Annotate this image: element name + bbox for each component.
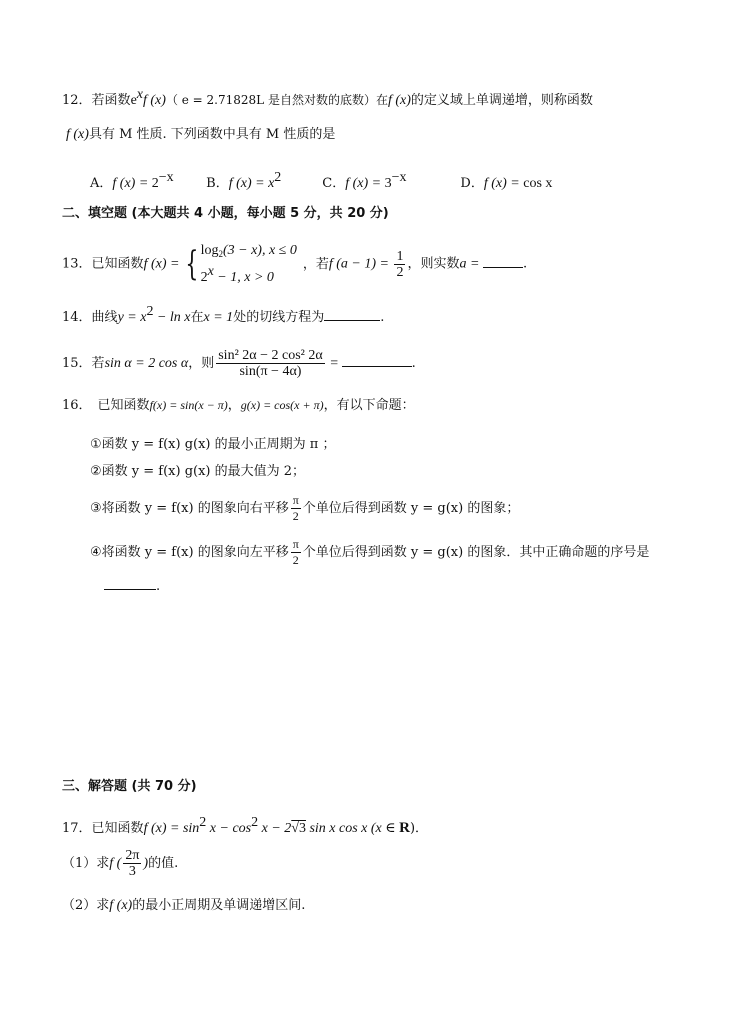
option-b[interactable]: B．f $(x) = x^2$ (206, 170, 282, 191)
frac-pi-half-4: $\frac{\pi}{2}$ (292, 537, 299, 567)
frac-q15: $\frac{\text{sin² 2α − 2 cos² 2α}}{\sin(\pi - 4\alpha)}$ (218, 348, 323, 379)
frac-pi-half-3: $\frac{\pi}{2}$ (292, 493, 299, 523)
q17-line: 17．已知函数f $(x) = \sin^2 x - \cos^2 x - 2√3$ sin x cos x (x ∈ R)． (62, 815, 429, 836)
section2-title: 二、填空题 (本大题共 4 小题，每小题 5 分，共 20 分) (62, 206, 389, 221)
frac-half: $\frac{1}{2}$ (396, 248, 404, 280)
option-c[interactable]: C．f $(x) = 3^{-x}$ (322, 170, 407, 191)
q17-part2: （2）求f (x)的最小正周期及单调递增区间. (62, 898, 306, 913)
frac-2pi-3: $\frac{2\pi}{3}$ (125, 848, 140, 879)
q15-line: 15．若sin α = 2 cos α，则 $\frac{\text{sin² 2α − 2 cos² 2α}}{\sin(\pi - 4\alpha)}$ = . (62, 348, 416, 379)
answer-blank-14[interactable] (324, 308, 380, 321)
q16-item-4: ④将函数 y = f(x) 的图象向左平移 $\frac{\pi}{2}$ 个单位后得到函数 y = g(x) 的图象．其中正确命题的序号是 (90, 537, 650, 567)
q13-line: 13．已知函数f (x) = { $\log_2(3 - x)$, x ≤ 0 $2^x - 1$, x > 0 ，若f (a − 1) = $\frac{1}{2}$ ，则实数a = . (62, 243, 528, 285)
answer-blank-16[interactable] (104, 577, 156, 590)
q16-item-3: ③将函数 y = f(x) 的图象向右平移 $\frac{\pi}{2}$ 个单位后得到函数 y = g(x) 的图象； (90, 493, 520, 523)
q12-line1: 12．若函数$e^xf$ (x)（ e = 2.71828L 是自然对数的底数）在f (x)的定义域上单调递增，则称函数 (62, 87, 593, 108)
q12-line2: f (x)具有 M 性质. 下列函数中具有 M 性质的是 (66, 127, 336, 142)
option-d[interactable]: D．f (x) = cos x (460, 176, 553, 191)
left-brace: { (185, 244, 199, 284)
q12-options (90, 169, 552, 193)
exp-e: $e^x$ (130, 87, 143, 108)
q16-item-1: ①函数 y = f(x) g(x) 的最小正周期为 π ； (90, 437, 336, 452)
q16-item-2: ②函数 y = f(x) g(x) 的最大值为 2； (90, 464, 306, 479)
q14-line: 14．曲线$y = x^2 - \ln x$在x = 1处的切线方程为 . (62, 304, 385, 325)
answer-blank-13[interactable] (483, 255, 523, 268)
q17-part1: （1）求f ( $\frac{2\pi}{3}$ )的值. (62, 848, 179, 879)
piecewise-cases: $\log_2(3 - x)$, x ≤ 0 $2^x - 1$, x > 0 (200, 243, 297, 285)
section3-title: 三、解答题 (共 70 分) (62, 779, 197, 794)
answer-blank-15[interactable] (342, 354, 412, 367)
q16-answer: . (104, 577, 160, 596)
option-a[interactable]: A．f $(x) = 2^{-x}$ (90, 170, 174, 191)
q16-intro: 16． 已知函数f(x) = sin(x − π)，g(x) = cos(x + π)，有以下命题： (62, 398, 415, 413)
